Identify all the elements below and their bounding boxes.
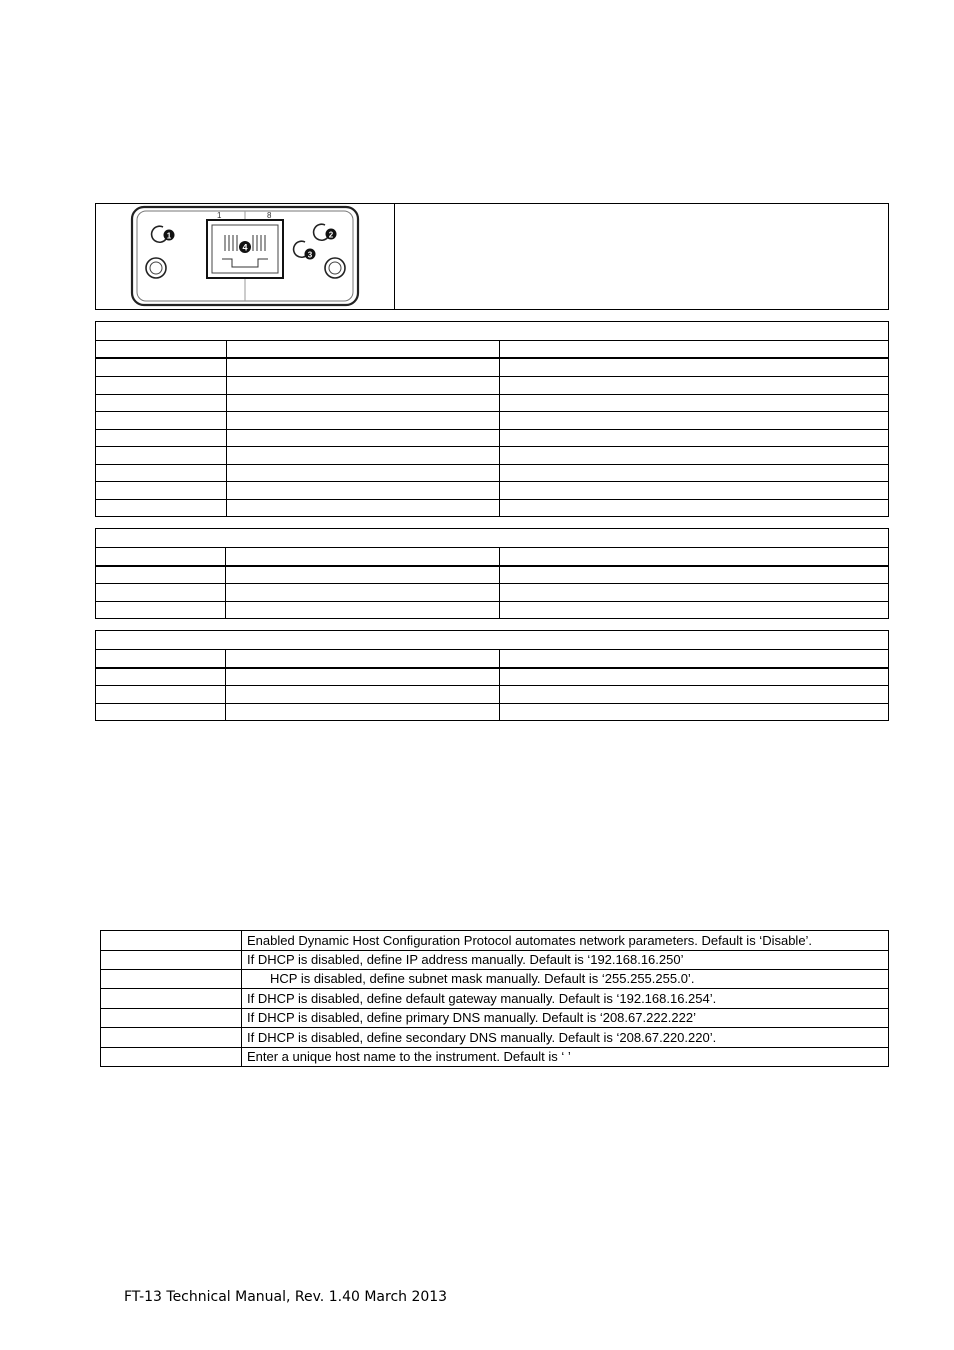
host-name-description: Enter a unique host name to the instrument. Default is ‘ ’ [247, 1049, 571, 1064]
led-table-1-row-rule [95, 481, 889, 482]
network-table-row-rule [100, 1008, 889, 1009]
led-table-1-header-rule [95, 357, 889, 359]
led-table-1-title-rule [95, 340, 889, 341]
led-table-3-title-rule [95, 649, 889, 650]
ip-address-description: If DHCP is disabled, define IP address manually. Default is ‘192.168.16.250’ [247, 952, 684, 967]
led-table-1-row-rule [95, 411, 889, 412]
led-table-3-col-rule [225, 649, 226, 721]
subnet-mask-description: HCP is disabled, define subnet mask manually. Default is ‘255.255.255.0’. [270, 971, 695, 986]
led-table-1-row-rule [95, 499, 889, 500]
network-table-row-rule [100, 1027, 889, 1028]
led-table-1 [95, 321, 889, 517]
led-table-2-row-rule [95, 601, 889, 602]
dhcp-description: Enabled Dynamic Host Configuration Protocol automates network parameters. Default is ‘Disable’. [247, 933, 813, 948]
default-gateway-description: If DHCP is disabled, define default gateway manually. Default is ‘192.168.16.254’. [247, 991, 717, 1006]
led-table-3 [95, 630, 889, 721]
led-table-3-header-rule [95, 667, 889, 669]
led-table-1-col-rule [499, 340, 500, 517]
svg-text:8: 8 [267, 211, 272, 220]
svg-text:4: 4 [242, 242, 248, 253]
ethernet-module-drawing [128, 205, 364, 307]
led-table-1-row-rule [95, 464, 889, 465]
figure-divider [394, 203, 395, 310]
primary-dns-description: If DHCP is disabled, define primary DNS manually. Default is ‘208.67.222.222’ [247, 1010, 696, 1025]
svg-text:1: 1 [166, 231, 172, 241]
svg-text:2: 2 [328, 230, 334, 240]
led-table-3-row-rule [95, 703, 889, 704]
led-table-2-col-rule [499, 547, 500, 619]
led-table-1-row-rule [95, 446, 889, 447]
network-table-row-rule [100, 950, 889, 951]
led-table-2-header-rule [95, 565, 889, 567]
network-table-row-rule [100, 969, 889, 970]
led-table-1-row-rule [95, 394, 889, 395]
secondary-dns-description: If DHCP is disabled, define secondary DNS manually. Default is ‘208.67.220.220’. [247, 1030, 717, 1045]
svg-text:3: 3 [307, 250, 313, 260]
network-table-row-rule [100, 988, 889, 989]
led-table-1-row-rule [95, 429, 889, 430]
led-table-2-title-rule [95, 547, 889, 548]
led-table-2 [95, 528, 889, 619]
led-table-1-col-rule [226, 340, 227, 517]
led-table-3-row-rule [95, 685, 889, 686]
network-table-row-rule [100, 1047, 889, 1048]
page-footer: FT-13 Technical Manual, Rev. 1.40 March 2013 [124, 1289, 448, 1305]
led-table-2-row-rule [95, 583, 889, 584]
led-table-3-col-rule [499, 649, 500, 721]
led-table-2-col-rule [225, 547, 226, 619]
led-table-1-row-rule [95, 376, 889, 377]
svg-text:1: 1 [217, 211, 222, 220]
